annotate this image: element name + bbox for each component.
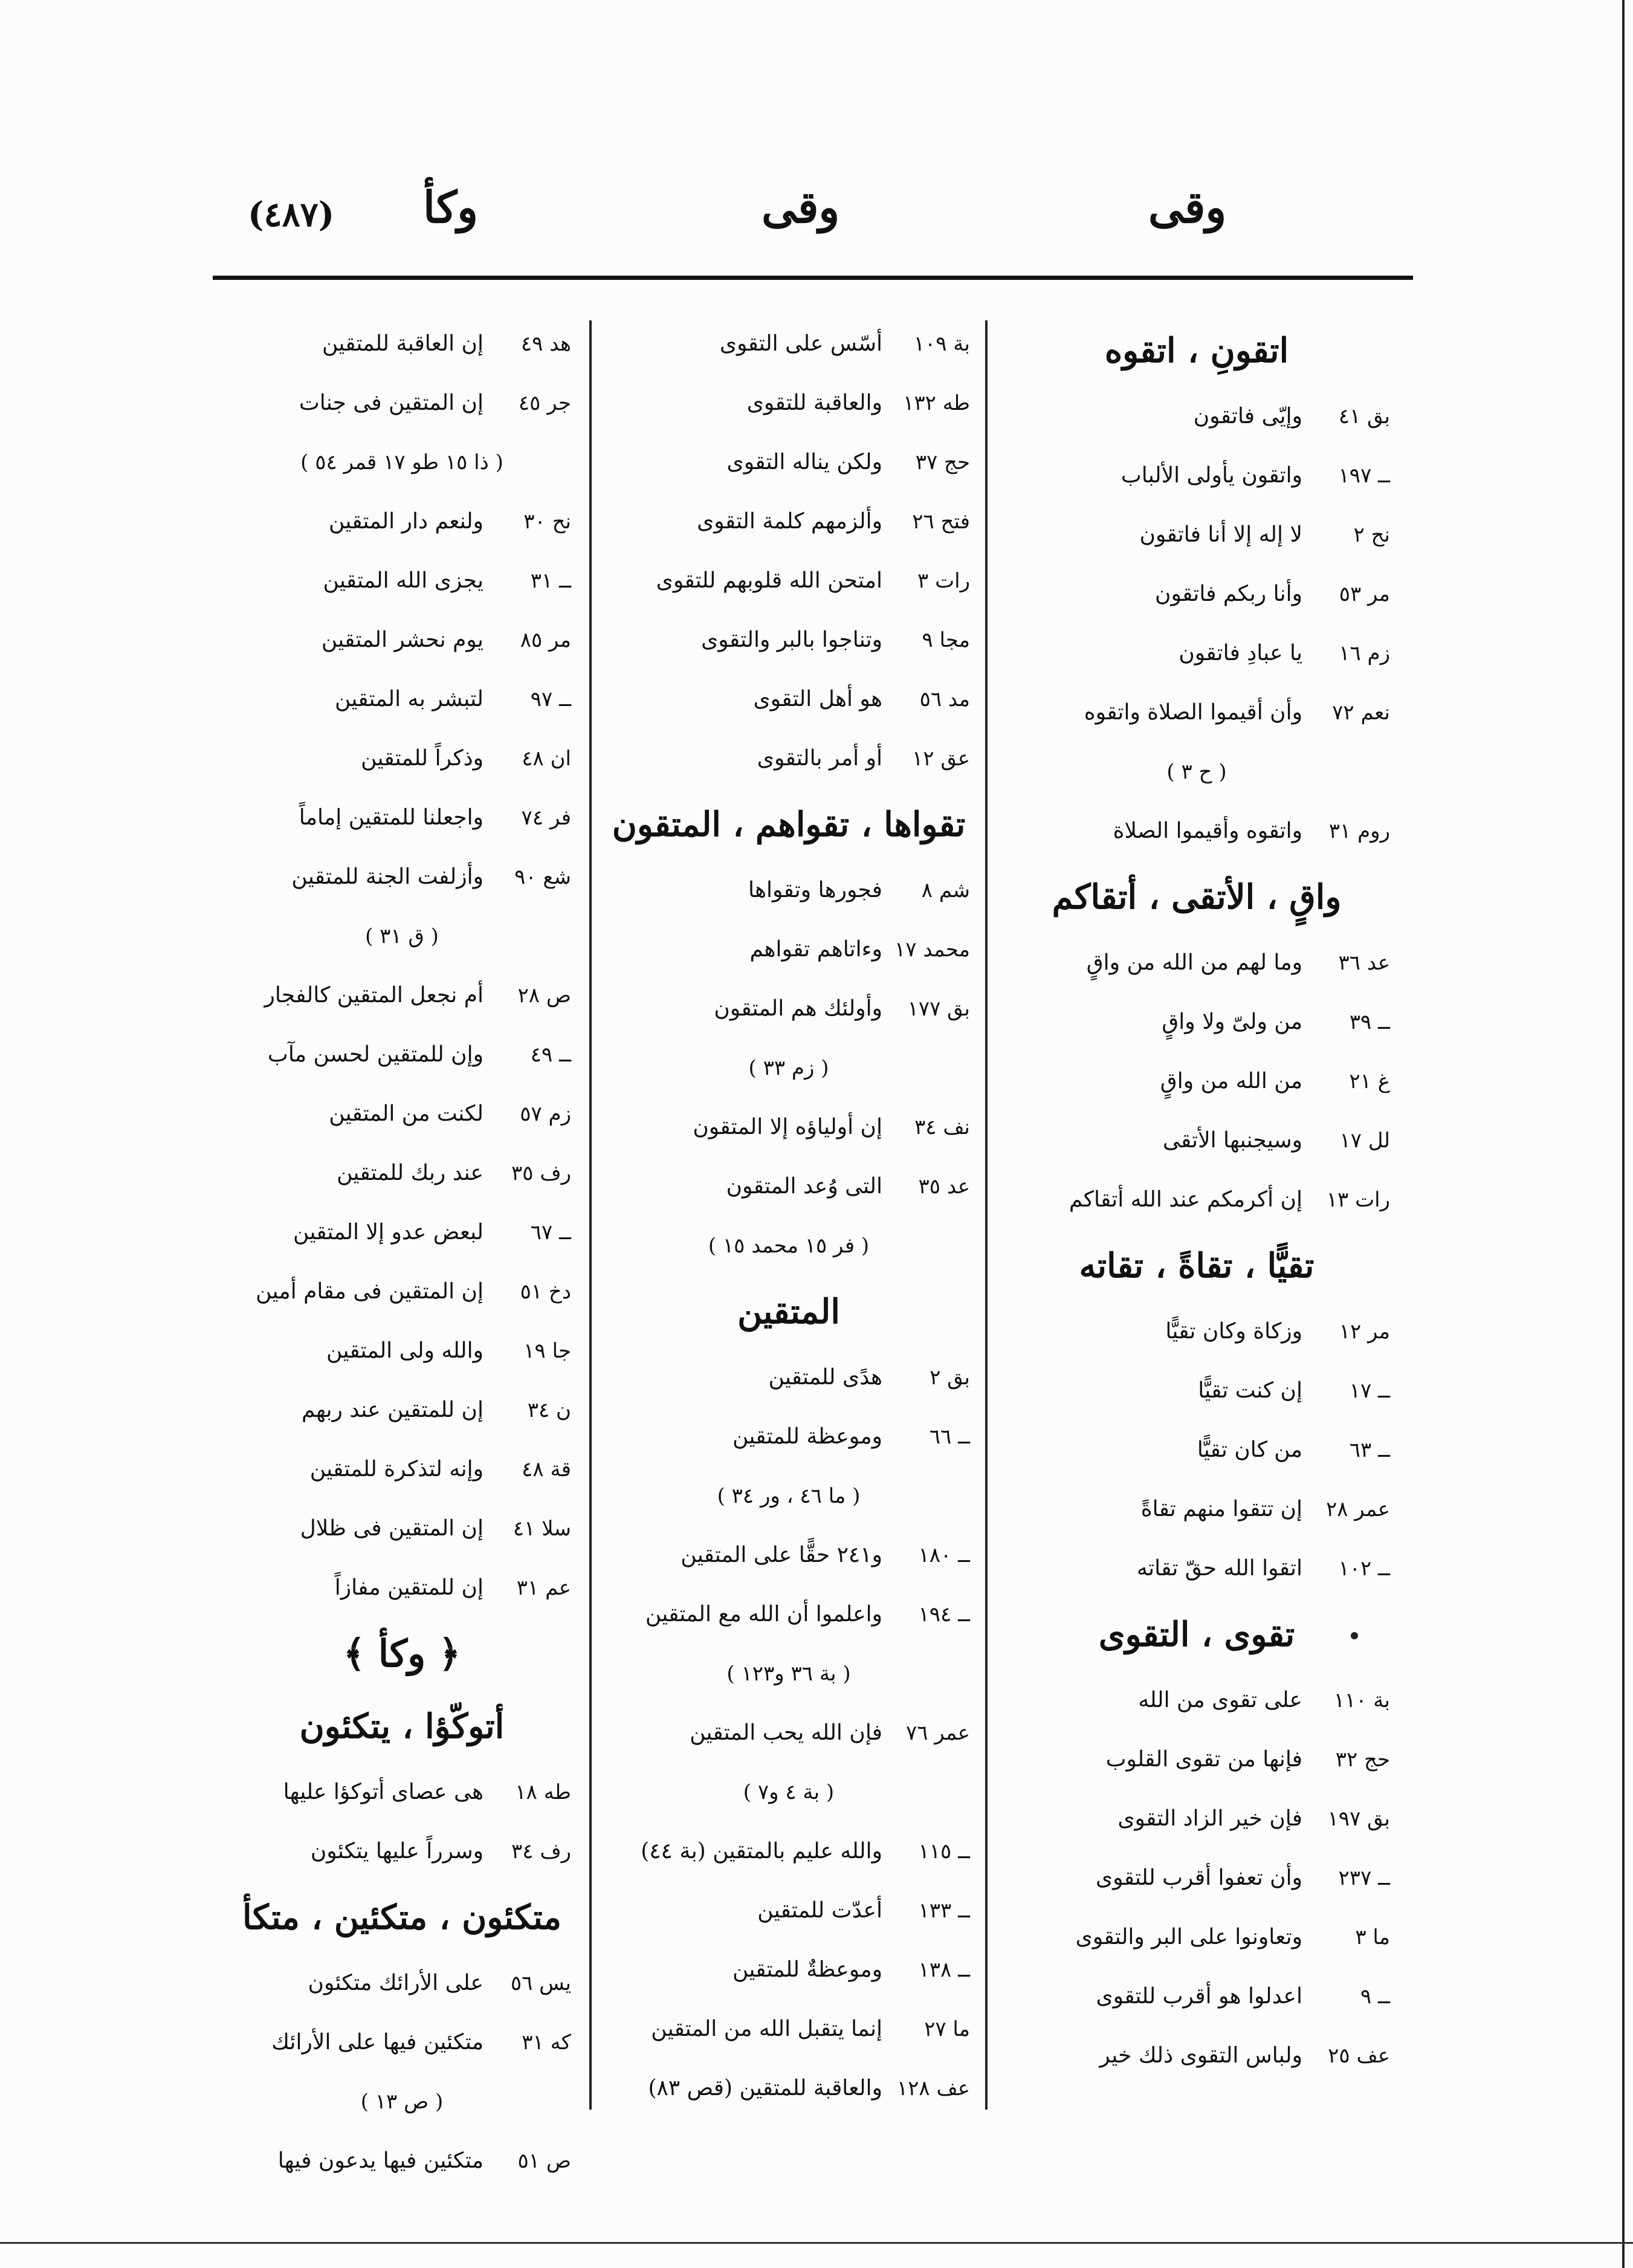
index-entry bbox=[607, 374, 970, 433]
verse-excerpt: إن تتقوا منهم تقاةً bbox=[1140, 1497, 1302, 1521]
verse-excerpt: وأولئك هم المتقون bbox=[714, 996, 882, 1021]
section-heading: تقواها ، تقواهم ، المتقون bbox=[612, 805, 966, 844]
surah-verse-ref: هد ٤٩ bbox=[520, 332, 571, 356]
verse-excerpt: لتبشر به المتقين bbox=[334, 687, 483, 711]
index-entry bbox=[233, 611, 571, 670]
header-root-word-middle: وقى bbox=[762, 181, 840, 233]
index-entry bbox=[233, 966, 571, 1025]
section-heading: المتقين bbox=[737, 1292, 840, 1332]
cross-reference-note: ( بة ٤ و٧ ) bbox=[743, 1780, 835, 1804]
cross-reference-note: ( زم ٣٣ ) bbox=[748, 1056, 829, 1080]
surah-verse-ref: ــ ٣٩ bbox=[1349, 1010, 1390, 1034]
index-column-left bbox=[233, 314, 571, 2191]
surah-verse-ref: عمر ٢٨ bbox=[1325, 1497, 1390, 1521]
verse-excerpt: على تقوى من الله bbox=[1138, 1688, 1302, 1712]
surah-verse-ref: عد ٣٦ bbox=[1338, 951, 1390, 975]
section-heading: تقيًّا ، تقاةً ، تقاته bbox=[1079, 1246, 1314, 1286]
surah-verse-ref: دخ ٥١ bbox=[520, 1280, 571, 1304]
verse-excerpt: يا عبادِ فاتقون bbox=[1179, 641, 1302, 666]
section-heading: اتقونِ ، اتقوه bbox=[1104, 331, 1289, 371]
verse-excerpt: على الأرائك متكئون bbox=[308, 1971, 483, 1995]
surah-verse-ref: فتح ٢٦ bbox=[912, 510, 970, 534]
verse-excerpt: والعاقبة للتقوى bbox=[746, 390, 882, 415]
verse-excerpt: وسيجنبها الأتقى bbox=[1162, 1128, 1302, 1153]
surah-verse-ref: ــ ١٩٧ bbox=[1338, 464, 1390, 488]
index-entry bbox=[607, 1098, 970, 1157]
index-entry bbox=[607, 1407, 970, 1466]
index-entry bbox=[1003, 1480, 1390, 1539]
surah-verse-ref: عق ١٢ bbox=[912, 747, 970, 771]
surah-verse-ref: روم ٣١ bbox=[1328, 819, 1390, 843]
header-root-word-right: وقى bbox=[1148, 181, 1227, 233]
index-entry bbox=[1003, 683, 1390, 742]
index-entry bbox=[233, 2013, 571, 2072]
index-entry bbox=[607, 1822, 970, 1881]
section-heading: ﴿ وكأ ﴾ bbox=[343, 1631, 461, 1676]
surah-verse-ref: ــ ٦٣ bbox=[1349, 1438, 1390, 1462]
index-entry bbox=[1003, 993, 1390, 1052]
verse-excerpt: أم نجعل المتقين كالفجار bbox=[264, 983, 483, 1008]
verse-excerpt: وتعاونوا على البر والتقوى bbox=[1075, 1925, 1302, 1949]
index-entry bbox=[233, 1203, 571, 1262]
index-entry bbox=[1003, 1539, 1390, 1598]
index-entry bbox=[1003, 446, 1390, 505]
column-divider bbox=[985, 320, 988, 2110]
surah-verse-ref: ان ٤٨ bbox=[522, 747, 571, 771]
page-frame-right bbox=[1622, 0, 1625, 2268]
index-entry bbox=[233, 1558, 571, 1618]
index-entry bbox=[1003, 505, 1390, 565]
index-column-right bbox=[1003, 314, 1390, 2085]
surah-verse-ref: عمر ٧٦ bbox=[905, 1721, 970, 1745]
verse-excerpt: واتقون يأولى الألباب bbox=[1120, 463, 1302, 488]
verse-excerpt: وأنا ربكم فاتقون bbox=[1155, 582, 1302, 606]
cross-reference-note: ( بة ٣٦ و١٢٣ ) bbox=[726, 1662, 851, 1686]
index-entry bbox=[607, 1703, 970, 1763]
cross-reference-note: ( ح ٣ ) bbox=[1166, 760, 1227, 784]
verse-excerpt: وذكراً للمتقين bbox=[361, 746, 483, 771]
surah-verse-ref: رف ٣٥ bbox=[511, 1161, 571, 1185]
index-entry bbox=[607, 611, 970, 670]
verse-excerpt: وإنه لتذكرة للمتقين bbox=[309, 1457, 483, 1482]
verse-excerpt: لكنت من المتقين bbox=[329, 1101, 483, 1126]
verse-excerpt: وإيّى فاتقون bbox=[1193, 404, 1302, 429]
surah-verse-ref: بة ١٠٩ bbox=[913, 332, 970, 356]
surah-verse-ref: شع ٩٠ bbox=[514, 865, 571, 889]
verse-excerpt: إن كنت تقيًّا bbox=[1198, 1378, 1302, 1403]
surah-verse-ref: ــ ١٨٠ bbox=[918, 1543, 970, 1567]
index-entry bbox=[233, 847, 571, 907]
index-entry bbox=[233, 1381, 571, 1440]
index-entry bbox=[233, 2131, 571, 2191]
index-entry bbox=[1003, 1111, 1390, 1170]
index-entry bbox=[1003, 802, 1390, 861]
surah-verse-ref: مر ١٢ bbox=[1339, 1320, 1390, 1344]
verse-excerpt: وأن أقيموا الصلاة واتقوه bbox=[1084, 700, 1302, 725]
surah-verse-ref: ــ ٢٣٧ bbox=[1338, 1866, 1390, 1890]
surah-verse-ref: نف ٣٤ bbox=[914, 1115, 970, 1139]
surah-verse-ref: حج ٣٧ bbox=[915, 450, 970, 475]
index-entry bbox=[1003, 1170, 1390, 1230]
surah-verse-ref: ما ٣ bbox=[1355, 1925, 1390, 1949]
verse-excerpt: ولباس التقوى ذلك خير bbox=[1099, 2043, 1302, 2068]
verse-excerpt: من كان تقيًّا bbox=[1197, 1437, 1302, 1462]
surah-verse-ref: رات ١٣ bbox=[1326, 1188, 1390, 1212]
index-entry bbox=[1003, 1361, 1390, 1421]
index-entry bbox=[1003, 1848, 1390, 1908]
index-entry bbox=[607, 2059, 970, 2118]
verse-excerpt: إن المتقين فى مقام أمين bbox=[256, 1279, 483, 1304]
verse-excerpt: فإن الله يحب المتقين bbox=[690, 1720, 882, 1745]
index-entry bbox=[607, 1940, 970, 2000]
cross-reference-note: ( ما ٤٦ ، ور ٣٤ ) bbox=[717, 1484, 861, 1508]
surah-verse-ref: حج ٣٢ bbox=[1335, 1748, 1390, 1772]
verse-excerpt: وأن تعفوا أقرب للتقوى bbox=[1095, 1865, 1302, 1890]
surah-verse-ref: ن ٣٤ bbox=[527, 1398, 571, 1422]
surah-verse-ref: جر ٤٥ bbox=[518, 391, 571, 415]
verse-excerpt: أو أمر بالتقوى bbox=[757, 746, 882, 771]
print-speck bbox=[1351, 1632, 1358, 1639]
index-entry bbox=[233, 1499, 571, 1558]
surah-verse-ref: مد ٥٦ bbox=[919, 687, 970, 711]
section-heading: متكئون ، متكئين ، متكأ bbox=[242, 1897, 562, 1937]
index-entry bbox=[233, 1262, 571, 1321]
index-entry bbox=[233, 1822, 571, 1881]
surah-verse-ref: ــ ١٣٣ bbox=[918, 1899, 970, 1923]
verse-excerpt: هى عصاى أتوكؤا عليها bbox=[283, 1780, 483, 1804]
page-header bbox=[0, 181, 1633, 254]
verse-excerpt: والله عليم بالمتقين (بة ٤٤) bbox=[641, 1839, 882, 1864]
surah-verse-ref: نعم ٧٢ bbox=[1332, 701, 1390, 725]
index-entry bbox=[607, 1157, 970, 1216]
surah-verse-ref: ــ ٦٦ bbox=[929, 1425, 970, 1449]
surah-verse-ref: مر ٨٥ bbox=[520, 628, 571, 652]
index-entry bbox=[607, 2000, 970, 2059]
section-heading: تقوى ، التقوى bbox=[1098, 1615, 1295, 1654]
verse-excerpt: واتقوه وأقيموا الصلاة bbox=[1113, 818, 1302, 843]
section-heading: أتوكّؤا ، يتكئون bbox=[299, 1706, 505, 1746]
verse-excerpt: من الله من واقٍ bbox=[1160, 1069, 1302, 1094]
surah-verse-ref: يس ٥٦ bbox=[510, 1971, 571, 1995]
verse-excerpt: و٢٤١ حقًّا على المتقين bbox=[681, 1543, 882, 1567]
verse-excerpt: وموعظة للمتقين bbox=[732, 1424, 882, 1449]
surah-verse-ref: زم ٥٧ bbox=[520, 1102, 571, 1126]
index-entry bbox=[1003, 1302, 1390, 1361]
verse-excerpt: وإن للمتقين لحسن مآب bbox=[267, 1042, 483, 1067]
header-root-word-left: وكأ bbox=[423, 181, 478, 233]
surah-verse-ref: بق ١٩٧ bbox=[1327, 1807, 1390, 1831]
index-entry bbox=[233, 492, 571, 551]
index-entry bbox=[1003, 933, 1390, 993]
index-entry bbox=[1003, 1421, 1390, 1480]
index-entry bbox=[607, 670, 970, 729]
verse-excerpt: عند ربك للمتقين bbox=[337, 1161, 483, 1185]
verse-excerpt: إن للمتقين عند ربهم bbox=[301, 1398, 483, 1422]
index-entry bbox=[1003, 565, 1390, 624]
surah-verse-ref: ص ٥١ bbox=[517, 2149, 571, 2173]
verse-excerpt: وءاتاهم تقواهم bbox=[749, 937, 882, 962]
surah-verse-ref: عم ٣١ bbox=[516, 1576, 571, 1600]
cross-reference-note: ( ص ١٣ ) bbox=[360, 2090, 444, 2114]
index-entry bbox=[607, 979, 970, 1038]
index-entry bbox=[233, 1321, 571, 1381]
page-number: (٤٨٧) bbox=[248, 195, 335, 235]
page-frame-bottom bbox=[0, 2242, 1633, 2244]
verse-excerpt: امتحن الله قلوبهم للتقوى bbox=[656, 568, 882, 593]
index-entry bbox=[1003, 1052, 1390, 1111]
verse-excerpt: ولنعم دار المتقين bbox=[329, 509, 483, 534]
verse-excerpt: إن المتقين فى ظلال bbox=[300, 1516, 483, 1541]
verse-excerpt: هدًى للمتقين bbox=[768, 1365, 882, 1390]
index-entry bbox=[233, 374, 571, 433]
surah-verse-ref: عف ٢٥ bbox=[1328, 2044, 1390, 2068]
verse-excerpt: وسرراً عليها يتكئون bbox=[310, 1839, 483, 1864]
verse-excerpt: واجعلنا للمتقين إماماً bbox=[299, 805, 483, 830]
surah-verse-ref: طه ١٣٢ bbox=[903, 391, 970, 415]
index-entry bbox=[607, 920, 970, 979]
index-entry bbox=[1003, 387, 1390, 446]
index-entry bbox=[233, 1084, 571, 1144]
index-entry bbox=[607, 551, 970, 611]
surah-verse-ref: مجا ٩ bbox=[922, 628, 970, 652]
surah-verse-ref: ــ ١١٥ bbox=[918, 1839, 970, 1864]
surah-verse-ref: ــ ١٣٨ bbox=[918, 1958, 970, 1982]
index-entry bbox=[607, 861, 970, 920]
verse-excerpt: متكئين فيها على الأرائك bbox=[271, 2030, 483, 2055]
surah-verse-ref: ــ ١٠٢ bbox=[1338, 1557, 1390, 1581]
index-entry bbox=[233, 551, 571, 611]
section-heading: واقٍ ، الأتقى ، أتقاكم bbox=[1052, 877, 1342, 917]
index-entry bbox=[1003, 1730, 1390, 1789]
verse-excerpt: أسّس على التقوى bbox=[719, 331, 882, 356]
surah-verse-ref: عد ٣٥ bbox=[918, 1174, 970, 1199]
index-entry bbox=[233, 1440, 571, 1499]
verse-excerpt: والله ولى المتقين bbox=[326, 1338, 483, 1363]
surah-verse-ref: كه ٣١ bbox=[522, 2030, 571, 2055]
verse-excerpt: وزكاة وكان تقيًّا bbox=[1165, 1319, 1302, 1344]
index-entry bbox=[1003, 1789, 1390, 1848]
verse-excerpt: هو أهل التقوى bbox=[753, 687, 882, 711]
verse-excerpt: والعاقبة للمتقين (قص ٨٣) bbox=[648, 2076, 882, 2101]
cross-reference-note: ( ذا ١٥ طو ١٧ قمر ٥٤ ) bbox=[300, 450, 503, 475]
surah-verse-ref: بق ٤١ bbox=[1338, 404, 1390, 429]
index-entry bbox=[233, 729, 571, 788]
verse-excerpt: لبعض عدو إلا المتقين bbox=[293, 1220, 483, 1245]
verse-excerpt: التى وُعد المتقون bbox=[726, 1174, 882, 1199]
verse-excerpt: فإنها من تقوى القلوب bbox=[1105, 1747, 1302, 1772]
index-entry bbox=[607, 492, 970, 551]
surah-verse-ref: نح ٣٠ bbox=[523, 510, 571, 534]
surah-verse-ref: ــ ١٩٤ bbox=[918, 1602, 970, 1627]
verse-excerpt: وموعظةٌ للمتقين bbox=[732, 1957, 882, 1982]
surah-verse-ref: مر ٥٣ bbox=[1339, 582, 1390, 606]
surah-verse-ref: زم ١٦ bbox=[1339, 641, 1390, 666]
column-divider bbox=[589, 320, 592, 2110]
verse-excerpt: إن للمتقين مفازاً bbox=[334, 1575, 483, 1600]
surah-verse-ref: قة ٤٨ bbox=[522, 1457, 571, 1482]
surah-verse-ref: محمد ١٧ bbox=[894, 938, 970, 962]
cross-reference-note: ( ق ٣١ ) bbox=[365, 924, 439, 948]
surah-verse-ref: بق ١٧٧ bbox=[907, 997, 970, 1021]
verse-excerpt: واعلموا أن الله مع المتقين bbox=[645, 1602, 882, 1627]
surah-verse-ref: غ ٢١ bbox=[1349, 1069, 1390, 1094]
surah-verse-ref: ــ ٩ bbox=[1360, 1984, 1390, 2009]
index-entry bbox=[233, 1025, 571, 1084]
verse-excerpt: إن العاقبة للمتقين bbox=[322, 331, 483, 356]
surah-verse-ref: ص ٢٨ bbox=[517, 983, 571, 1008]
verse-excerpt: متكئين فيها يدعون فيها bbox=[277, 2148, 483, 2173]
verse-excerpt: أعدّت للمتقين bbox=[757, 1898, 882, 1923]
verse-excerpt: فجورها وتقواها bbox=[748, 878, 882, 902]
index-entry bbox=[233, 1763, 571, 1822]
header-rule bbox=[213, 276, 1413, 280]
verse-excerpt: وتناجوا بالبر والتقوى bbox=[701, 627, 882, 652]
surah-verse-ref: رف ٣٤ bbox=[511, 1839, 571, 1864]
surah-verse-ref: ما ٢٧ bbox=[924, 2017, 970, 2041]
index-entry bbox=[233, 314, 571, 374]
surah-verse-ref: ــ ٣١ bbox=[530, 569, 571, 593]
surah-verse-ref: نح ٢ bbox=[1353, 523, 1390, 547]
index-entry bbox=[233, 788, 571, 847]
verse-excerpt: اتقوا الله حقّ تقاته bbox=[1136, 1556, 1302, 1581]
surah-verse-ref: فر ٧٤ bbox=[521, 806, 571, 830]
surah-verse-ref: ــ ١٧ bbox=[1349, 1379, 1390, 1403]
cross-reference-note: ( فر ١٥ محمد ١٥ ) bbox=[708, 1234, 870, 1258]
index-entry bbox=[1003, 2026, 1390, 2085]
verse-excerpt: ولكن يناله التقوى bbox=[726, 450, 882, 475]
index-entry bbox=[1003, 624, 1390, 683]
index-entry bbox=[607, 729, 970, 788]
index-entry bbox=[233, 670, 571, 729]
surah-verse-ref: شم ٨ bbox=[921, 878, 970, 902]
verse-excerpt: إن أولياؤه إلا المتقون bbox=[693, 1115, 882, 1139]
verse-excerpt: إن أكرمكم عند الله أتقاكم bbox=[1069, 1187, 1302, 1212]
surah-verse-ref: طه ١٨ bbox=[515, 1780, 571, 1804]
index-column-middle bbox=[607, 314, 970, 2118]
surah-verse-ref: ــ ٩٧ bbox=[530, 687, 571, 711]
verse-excerpt: اعدلوا هو أقرب للتقوى bbox=[1096, 1984, 1302, 2009]
verse-excerpt: وما لهم من الله من واقٍ bbox=[1086, 950, 1302, 975]
surah-verse-ref: لل ١٧ bbox=[1339, 1129, 1390, 1153]
index-entry bbox=[607, 1526, 970, 1585]
index-entry bbox=[607, 1348, 970, 1407]
verse-excerpt: لا إله إلا أنا فاتقون bbox=[1139, 522, 1302, 547]
index-entry bbox=[607, 314, 970, 374]
verse-excerpt: وأزلفت الجنة للمتقين bbox=[291, 864, 483, 889]
index-entry bbox=[1003, 1908, 1390, 1967]
verse-excerpt: يجزى الله المتقين bbox=[323, 568, 483, 593]
surah-verse-ref: ــ ٦٧ bbox=[530, 1220, 571, 1245]
surah-verse-ref: رات ٣ bbox=[917, 569, 970, 593]
surah-verse-ref: سلا ٤١ bbox=[513, 1517, 571, 1541]
index-entry bbox=[233, 1954, 571, 2013]
surah-verse-ref: جا ١٩ bbox=[523, 1339, 571, 1363]
index-entry bbox=[607, 1881, 970, 1940]
verse-excerpt: يوم نحشر المتقين bbox=[321, 627, 483, 652]
index-entry bbox=[233, 1144, 571, 1203]
index-entry bbox=[607, 1585, 970, 1644]
verse-excerpt: من ولىّ ولا واقٍ bbox=[1162, 1009, 1302, 1034]
verse-excerpt: فإن خير الزاد التقوى bbox=[1117, 1806, 1302, 1831]
index-entry bbox=[607, 433, 970, 492]
surah-verse-ref: عف ١٢٨ bbox=[896, 2076, 970, 2101]
surah-verse-ref: بة ١١٠ bbox=[1333, 1688, 1390, 1712]
surah-verse-ref: ــ ٤٩ bbox=[530, 1043, 571, 1067]
index-entry bbox=[1003, 1967, 1390, 2026]
verse-excerpt: وألزمهم كلمة التقوى bbox=[697, 509, 882, 534]
verse-excerpt: إن المتقين فى جنات bbox=[299, 390, 483, 415]
index-entry bbox=[1003, 1671, 1390, 1730]
verse-excerpt: إنما يتقبل الله من المتقين bbox=[651, 2017, 882, 2041]
surah-verse-ref: بق ٢ bbox=[930, 1366, 970, 1390]
